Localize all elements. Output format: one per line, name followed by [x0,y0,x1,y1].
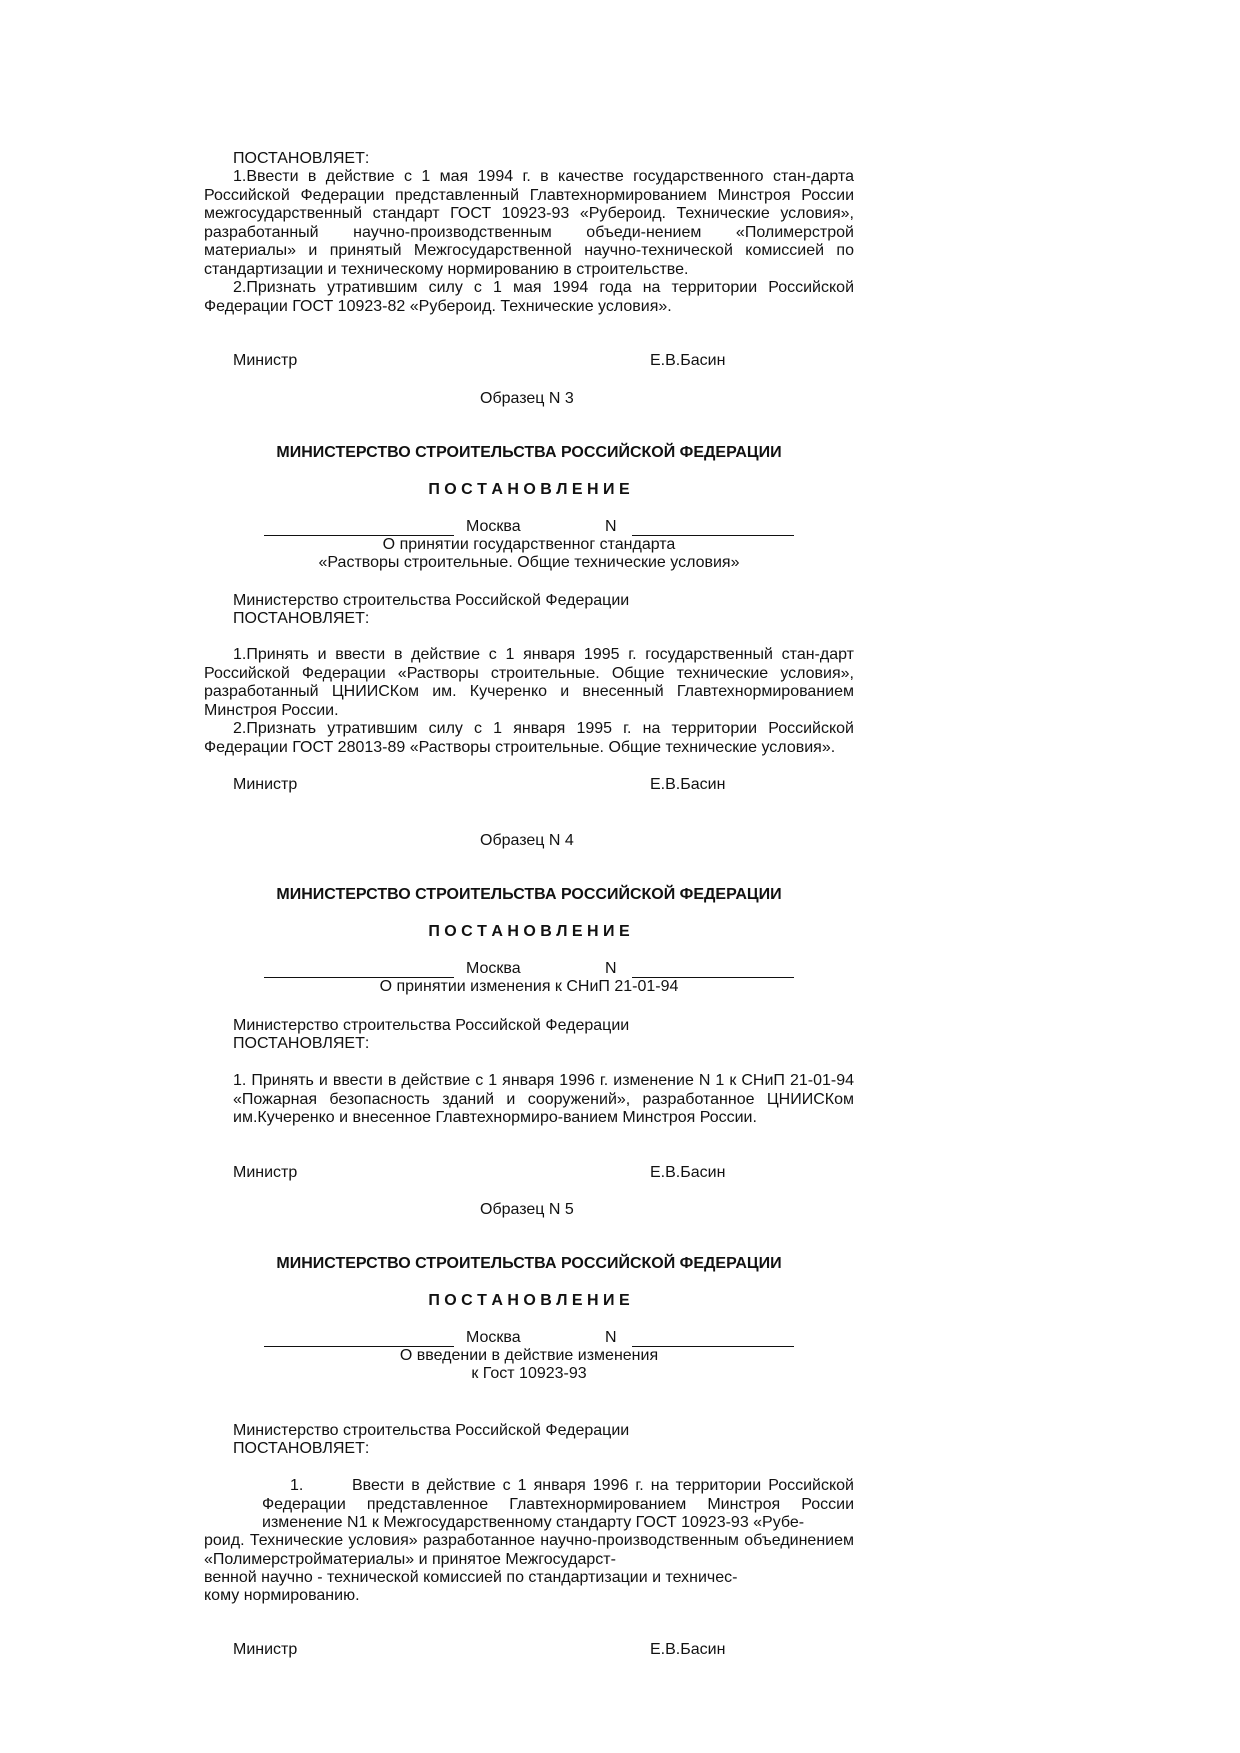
ministry-heading: МИНИСТЕРСТВО СТРОИТЕЛЬСТВА РОССИЙСКОЙ ФЕДЕРАЦИИ [276,886,782,903]
signature-title: Министр [233,1641,298,1658]
resolution-item-1: 1.Ввести в действие с 1 мая 1994 г. в качестве государственного стан-дарта Российской Федерации представленный Главтехнормированием Минстроя России межгосударственный стандарт ГОСТ 10923-93 «Рубероид. Технические условия», разработанный научно-производственным объеди-нением «Полимерстрой материалы» и принятый Межгосударственной научно-технической комиссией по стандартизации и техническому нормированию в строительстве. [204,168,854,278]
resolution-item-1: 1. Принять и ввести в действие с 1 января 1996 г. изменение N 1 к СНиП 21-01-94 «Пожарная безопасность зданий и сооружений», разработанное ЦНИИСКом им.Кучеренко и внесенное Главтехнормиро-ванием Минстроя России. [233,1072,854,1126]
document-type-heading: П О С Т А Н О В Л Е Н И Е [428,1292,630,1309]
signature-title: Министр [233,352,298,369]
signature-title: Министр [233,776,298,793]
number-label: N [605,518,617,535]
document-type-heading: П О С Т А Н О В Л Е Н И Е [428,481,630,498]
resolution-body [204,646,854,757]
resolution-item-1-part: Ввести в действие с 1 января 1996 г. на территории Российской Федерации представленное Главтехнормированием Минстроя России изменение N1 к Межгосударственному стандарту ГОСТ 10923-93 «Рубе- [262,1477,854,1531]
intro-text: Министерство строительства Российской Федерации [233,1422,630,1439]
resolves-heading: ПОСТАНОВЛЯЕТ: [233,1035,370,1052]
number-label: N [605,1329,617,1346]
resolution-body [233,1072,854,1128]
signature-name: Е.В.Басин [650,776,726,793]
resolution-item-1: 1.Принять и ввести в действие с 1 января 1995 г. государственный стан-дарт Российской Федерации «Растворы строительные. Общие технические условия», разработанный ЦНИИСКом им. Кучеренко и внесенный Главтехнормированием Минстроя России. [204,646,854,719]
signature-name: Е.В.Басин [650,352,726,369]
number-label: N [605,960,617,977]
ministry-heading: МИНИСТЕРСТВО СТРОИТЕЛЬСТВА РОССИЙСКОЙ ФЕДЕРАЦИИ [276,444,782,461]
resolves-heading: ПОСТАНОВЛЯЕТ: [233,610,370,627]
subject-line: к Гост 10923-93 [471,1365,587,1382]
resolution-item-1-part: кому нормированию. [204,1587,360,1604]
resolution-body [204,168,854,316]
city-label: Москва [466,960,521,977]
signature-name: Е.В.Басин [650,1641,726,1658]
subject-line: О принятии изменения к СНиП 21-01-94 [379,978,679,995]
city-label: Москва [466,518,521,535]
resolution-item-1-part: роид. Технические условия» разработанное научно-производственным объединением «Полимерстройматериалы» и принятое Межгосударст- [204,1532,854,1568]
sample-label: Образец N 5 [480,1201,574,1218]
document-type-heading: П О С Т А Н О В Л Е Н И Е [428,923,630,940]
resolution-item-2: 2.Признать утратившим силу с 1 января 1995 г. на территории Российской Федерации ГОСТ 28013-89 «Растворы строительные. Общие технические условия». [204,720,854,756]
subject-line: О введении в действие изменения [399,1347,659,1364]
resolves-heading: ПОСТАНОВЛЯЕТ: [233,1440,370,1457]
item-number: 1. [290,1477,304,1494]
resolution-item-1-part: венной научно - технической комиссией по стандартизации и техничес- [204,1569,738,1586]
resolves-heading: ПОСТАНОВЛЯЕТ: [233,150,370,167]
intro-text: Министерство строительства Российской Федерации [233,592,630,609]
signature-name: Е.В.Басин [650,1164,726,1181]
subject-line: «Растворы строительные. Общие технические условия» [318,554,740,571]
city-label: Москва [466,1329,521,1346]
subject-line: О принятии государственног стандарта [382,536,676,553]
signature-title: Министр [233,1164,298,1181]
sample-label: Образец N 4 [480,832,574,849]
resolution-item-2: 2.Признать утратившим силу с 1 мая 1994 года на территории Российской Федерации ГОСТ 10923-82 «Рубероид. Технические условия». [204,279,854,315]
intro-text: Министерство строительства Российской Федерации [233,1017,630,1034]
sample-label: Образец N 3 [480,390,574,407]
ministry-heading: МИНИСТЕРСТВО СТРОИТЕЛЬСТВА РОССИЙСКОЙ ФЕДЕРАЦИИ [276,1255,782,1272]
